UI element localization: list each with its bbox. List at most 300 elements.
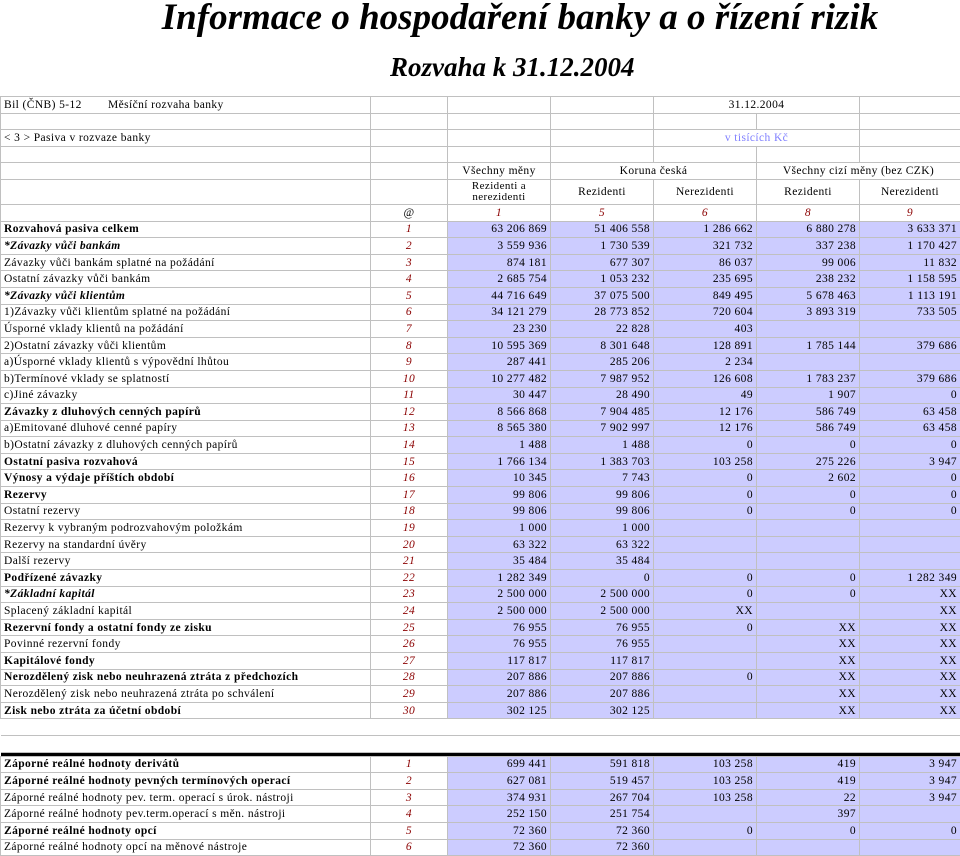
value-czk-res: 63 322 — [551, 536, 654, 553]
row-label: b)Ostatní závazky z dluhových cenných papírů — [1, 437, 371, 454]
value-fx-nonres: 11 832 — [860, 254, 960, 271]
value-all: 287 441 — [448, 354, 551, 371]
value-czk-nonres: 0 — [654, 470, 757, 487]
value-all: 99 806 — [448, 487, 551, 504]
row-label: Povinné rezervní fondy — [1, 636, 371, 653]
value-fx-nonres: 0 — [860, 487, 960, 504]
row-code: 7 — [371, 321, 448, 338]
value-fx-nonres — [860, 553, 960, 570]
table-row — [1, 702, 960, 719]
table-row — [1, 839, 960, 856]
value-czk-res: 7 987 952 — [551, 370, 654, 387]
value-czk-res: 1 730 539 — [551, 238, 654, 255]
value-fx-res: 1 783 237 — [757, 370, 860, 387]
value-fx-res: 586 749 — [757, 404, 860, 421]
value-czk-nonres: 103 258 — [654, 773, 757, 790]
row-label: Záporné reálné hodnoty opcí na měnové nástroje — [1, 839, 371, 856]
value-fx-nonres: 1 282 349 — [860, 570, 960, 587]
value-czk-res: 117 817 — [551, 653, 654, 670]
value-czk-nonres — [654, 686, 757, 703]
value-czk-res: 8 301 648 — [551, 337, 654, 354]
value-fx-nonres: XX — [860, 686, 960, 703]
table-row — [1, 586, 960, 603]
value-all: 1 282 349 — [448, 570, 551, 587]
value-all: 10 595 369 — [448, 337, 551, 354]
table-row — [1, 337, 960, 354]
value-czk-nonres: 126 608 — [654, 370, 757, 387]
table-row — [1, 503, 960, 520]
page-subtitle: Rozvaha k 31.12.2004 — [390, 52, 635, 82]
value-fx-nonres: 63 458 — [860, 420, 960, 437]
row-label: 1)Závazky vůči klientům splatné na požádání — [1, 304, 371, 321]
value-all: 627 081 — [448, 773, 551, 790]
row-label: Rozvahová pasiva celkem — [1, 221, 371, 238]
report-date: 31.12.2004 — [654, 97, 860, 114]
row-code: 2 — [371, 773, 448, 790]
row-label: Záporné reálné hodnoty opcí — [1, 822, 371, 839]
value-fx-nonres: XX — [860, 619, 960, 636]
value-fx-res: XX — [757, 702, 860, 719]
row-label: Rezervy — [1, 487, 371, 504]
value-czk-res: 99 806 — [551, 503, 654, 520]
value-fx-nonres: 3 947 — [860, 453, 960, 470]
value-czk-nonres — [654, 553, 757, 570]
value-czk-nonres: 1 286 662 — [654, 221, 757, 238]
value-all: 2 685 754 — [448, 271, 551, 288]
value-czk-nonres: 86 037 — [654, 254, 757, 271]
value-fx-nonres: 733 505 — [860, 304, 960, 321]
value-fx-res: 3 893 319 — [757, 304, 860, 321]
value-all: 8 566 868 — [448, 404, 551, 421]
value-all: 1 000 — [448, 520, 551, 537]
value-all: 3 559 936 — [448, 238, 551, 255]
column-group-row — [1, 163, 960, 180]
value-fx-nonres: XX — [860, 653, 960, 670]
row-label: Výnosy a výdaje příštích období — [1, 470, 371, 487]
row-code: 23 — [371, 586, 448, 603]
row-label: Zisk nebo ztráta za účetní období — [1, 702, 371, 719]
value-czk-res: 28 490 — [551, 387, 654, 404]
value-all: 10 277 482 — [448, 370, 551, 387]
col-code: 8 — [757, 204, 860, 221]
value-czk-res: 0 — [551, 570, 654, 587]
value-czk-res: 1 000 — [551, 520, 654, 537]
value-czk-nonres: 0 — [654, 822, 757, 839]
table-row — [1, 437, 960, 454]
row-code: 17 — [371, 487, 448, 504]
col-code: 6 — [654, 204, 757, 221]
spacer-row — [1, 735, 960, 752]
row-label: *Závazky vůči bankám — [1, 238, 371, 255]
value-czk-nonres: 49 — [654, 387, 757, 404]
row-code: 9 — [371, 354, 448, 371]
value-fx-res: 238 232 — [757, 271, 860, 288]
value-fx-res: 0 — [757, 437, 860, 454]
col-sub-fx-res: Rezidenti — [757, 179, 860, 204]
value-fx-res — [757, 839, 860, 856]
value-czk-nonres: 12 176 — [654, 404, 757, 421]
row-label: a)Emitované dluhové cenné papíry — [1, 420, 371, 437]
value-fx-nonres — [860, 321, 960, 338]
value-fx-res — [757, 536, 860, 553]
row-label: Ostatní rezervy — [1, 503, 371, 520]
row-label: a)Úsporné vklady klientů s výpovědní lhůtou — [1, 354, 371, 371]
value-fx-nonres: 3 633 371 — [860, 221, 960, 238]
value-czk-res: 1 488 — [551, 437, 654, 454]
row-code: 20 — [371, 536, 448, 553]
table-row — [1, 653, 960, 670]
value-fx-res: 337 238 — [757, 238, 860, 255]
col-group-foreign: Všechny cizí měny (bez CZK) — [757, 163, 960, 180]
value-czk-res: 35 484 — [551, 553, 654, 570]
table-row — [1, 387, 960, 404]
row-label: c)Jiné závazky — [1, 387, 371, 404]
value-all: 374 931 — [448, 789, 551, 806]
value-fx-nonres: 3 947 — [860, 773, 960, 790]
value-fx-res: 22 — [757, 789, 860, 806]
blank-row — [1, 113, 960, 130]
table-row — [1, 806, 960, 823]
row-label: Splacený základní kapitál — [1, 603, 371, 620]
value-czk-nonres: XX — [654, 603, 757, 620]
row-label: Rezervy na standardní úvěry — [1, 536, 371, 553]
value-fx-nonres: 0 — [860, 503, 960, 520]
row-code: 27 — [371, 653, 448, 670]
value-czk-res: 37 075 500 — [551, 287, 654, 304]
value-all: 63 322 — [448, 536, 551, 553]
table-row — [1, 470, 960, 487]
balance-sheet-table — [0, 96, 960, 856]
value-fx-nonres: 379 686 — [860, 370, 960, 387]
value-all: 99 806 — [448, 503, 551, 520]
value-czk-nonres: 0 — [654, 669, 757, 686]
value-czk-nonres: 0 — [654, 586, 757, 603]
value-all: 207 886 — [448, 686, 551, 703]
value-czk-res: 267 704 — [551, 789, 654, 806]
value-czk-res: 591 818 — [551, 756, 654, 773]
row-code: 4 — [371, 271, 448, 288]
table-row — [1, 773, 960, 790]
value-czk-res: 7 743 — [551, 470, 654, 487]
value-czk-nonres: 720 604 — [654, 304, 757, 321]
value-fx-nonres: 1 170 427 — [860, 238, 960, 255]
column-sub-row — [1, 179, 960, 204]
col-sub-all: Rezidenti a nerezidenti — [448, 179, 551, 204]
value-fx-nonres: XX — [860, 603, 960, 620]
value-all: 63 206 869 — [448, 221, 551, 238]
row-code: 18 — [371, 503, 448, 520]
value-czk-nonres: 103 258 — [654, 789, 757, 806]
col-code: 9 — [860, 204, 960, 221]
value-fx-res: 6 880 278 — [757, 221, 860, 238]
value-czk-res: 7 904 485 — [551, 404, 654, 421]
value-fx-nonres: 1 158 595 — [860, 271, 960, 288]
value-fx-res: 586 749 — [757, 420, 860, 437]
value-all: 35 484 — [448, 553, 551, 570]
value-czk-nonres: 0 — [654, 570, 757, 587]
row-label: Ostatní pasiva rozvahová — [1, 453, 371, 470]
col-code: 5 — [551, 204, 654, 221]
row-code: 25 — [371, 619, 448, 636]
value-all: 2 500 000 — [448, 586, 551, 603]
table-row — [1, 487, 960, 504]
value-all: 23 230 — [448, 321, 551, 338]
value-fx-nonres: 379 686 — [860, 337, 960, 354]
row-code: 15 — [371, 453, 448, 470]
value-fx-res: 2 602 — [757, 470, 860, 487]
table-row — [1, 570, 960, 587]
table-row — [1, 221, 960, 238]
spacer-row — [1, 719, 960, 736]
value-fx-nonres — [860, 536, 960, 553]
value-fx-res: 0 — [757, 503, 860, 520]
value-all: 10 345 — [448, 470, 551, 487]
value-fx-nonres: 3 947 — [860, 756, 960, 773]
value-czk-res: 251 754 — [551, 806, 654, 823]
col-sub-czk-nonres: Nerezidenti — [654, 179, 757, 204]
value-all: 72 360 — [448, 839, 551, 856]
value-all: 8 565 380 — [448, 420, 551, 437]
table-row — [1, 370, 960, 387]
row-code: 22 — [371, 570, 448, 587]
row-code: 8 — [371, 337, 448, 354]
value-all: 44 716 649 — [448, 287, 551, 304]
table-row — [1, 271, 960, 288]
row-label: Rezervní fondy a ostatní fondy ze zisku — [1, 619, 371, 636]
row-label: Závazky vůči bankám splatné na požádání — [1, 254, 371, 271]
value-czk-nonres: 321 732 — [654, 238, 757, 255]
value-fx-res: 419 — [757, 756, 860, 773]
table-row — [1, 304, 960, 321]
value-czk-res: 28 773 852 — [551, 304, 654, 321]
value-fx-nonres: 3 947 — [860, 789, 960, 806]
value-fx-res: 0 — [757, 570, 860, 587]
row-label: Závazky z dluhových cenných papírů — [1, 404, 371, 421]
row-label: Další rezervy — [1, 553, 371, 570]
table-row — [1, 619, 960, 636]
page-title: Informace o hospodaření banky a o řízení rizik — [0, 0, 960, 38]
value-czk-nonres: 0 — [654, 487, 757, 504]
value-fx-res: XX — [757, 619, 860, 636]
value-czk-nonres: 128 891 — [654, 337, 757, 354]
col-code: 1 — [448, 204, 551, 221]
table-row — [1, 669, 960, 686]
row-code: 1 — [371, 756, 448, 773]
value-czk-res: 207 886 — [551, 686, 654, 703]
table-row — [1, 254, 960, 271]
row-code: 4 — [371, 806, 448, 823]
value-all: 302 125 — [448, 702, 551, 719]
table-row — [1, 789, 960, 806]
value-all: 34 121 279 — [448, 304, 551, 321]
value-czk-res: 677 307 — [551, 254, 654, 271]
value-fx-nonres: 0 — [860, 437, 960, 454]
value-all: 1 766 134 — [448, 453, 551, 470]
col-group-czk: Koruna česká — [551, 163, 757, 180]
table-row — [1, 287, 960, 304]
row-label: Záporné reálné hodnoty derivátů — [1, 756, 371, 773]
value-all: 874 181 — [448, 254, 551, 271]
table-row — [1, 822, 960, 839]
row-label: 2)Ostatní závazky vůči klientům — [1, 337, 371, 354]
row-label: *Základní kapitál — [1, 586, 371, 603]
value-all: 76 955 — [448, 636, 551, 653]
value-all: 72 360 — [448, 822, 551, 839]
value-czk-nonres: 0 — [654, 437, 757, 454]
row-code: 3 — [371, 254, 448, 271]
row-code: 6 — [371, 304, 448, 321]
row-label: Nerozdělený zisk nebo neuhrazená ztráta z předchozích — [1, 669, 371, 686]
value-fx-nonres: 0 — [860, 822, 960, 839]
column-code-row — [1, 204, 960, 221]
value-all: 117 817 — [448, 653, 551, 670]
value-fx-res: 275 226 — [757, 453, 860, 470]
value-all: 699 441 — [448, 756, 551, 773]
value-fx-res: 0 — [757, 822, 860, 839]
value-all: 207 886 — [448, 669, 551, 686]
row-code: 5 — [371, 287, 448, 304]
value-fx-res: XX — [757, 686, 860, 703]
value-czk-nonres: 0 — [654, 619, 757, 636]
section-row — [1, 130, 960, 147]
value-fx-nonres: 0 — [860, 470, 960, 487]
table-row — [1, 453, 960, 470]
row-code: 14 — [371, 437, 448, 454]
value-fx-nonres — [860, 354, 960, 371]
value-fx-res — [757, 603, 860, 620]
value-czk-nonres — [654, 636, 757, 653]
unit-label: v tisících Kč — [654, 130, 860, 147]
table-row — [1, 603, 960, 620]
row-label: Záporné reálné hodnoty pev. term. operací s úrok. nástroji — [1, 789, 371, 806]
table-row — [1, 321, 960, 338]
col-sub-fx-nonres: Nerezidenti — [860, 179, 960, 204]
value-czk-res: 2 500 000 — [551, 603, 654, 620]
table-row — [1, 520, 960, 537]
value-fx-nonres: XX — [860, 586, 960, 603]
value-czk-res: 285 206 — [551, 354, 654, 371]
value-fx-res — [757, 354, 860, 371]
table-row — [1, 536, 960, 553]
row-code: 29 — [371, 686, 448, 703]
table-row — [1, 756, 960, 773]
value-czk-nonres: 403 — [654, 321, 757, 338]
row-code: 6 — [371, 839, 448, 856]
row-code: 19 — [371, 520, 448, 537]
value-czk-res: 302 125 — [551, 702, 654, 719]
value-fx-res — [757, 520, 860, 537]
value-fx-res: 0 — [757, 586, 860, 603]
row-label: *Závazky vůči klientům — [1, 287, 371, 304]
value-fx-nonres — [860, 520, 960, 537]
value-all: 252 150 — [448, 806, 551, 823]
row-label: b)Termínové vklady se splatností — [1, 370, 371, 387]
value-czk-nonres — [654, 653, 757, 670]
table-row — [1, 686, 960, 703]
row-code: 13 — [371, 420, 448, 437]
row-label: Ostatní závazky vůči bankám — [1, 271, 371, 288]
value-fx-nonres: 1 113 191 — [860, 287, 960, 304]
value-fx-nonres — [860, 806, 960, 823]
row-label: Záporné reálné hodnoty pevných termínových operací — [1, 773, 371, 790]
value-all: 2 500 000 — [448, 603, 551, 620]
value-czk-res: 99 806 — [551, 487, 654, 504]
value-czk-res: 2 500 000 — [551, 586, 654, 603]
report-code-name: Bil (ČNB) 5-12 Měsíční rozvaha banky — [1, 97, 371, 114]
value-czk-nonres — [654, 520, 757, 537]
row-code: 5 — [371, 822, 448, 839]
row-code: 10 — [371, 370, 448, 387]
value-fx-nonres: XX — [860, 636, 960, 653]
value-czk-nonres: 103 258 — [654, 756, 757, 773]
value-fx-res: 99 006 — [757, 254, 860, 271]
value-czk-res: 76 955 — [551, 619, 654, 636]
value-fx-res: XX — [757, 653, 860, 670]
row-code: 28 — [371, 669, 448, 686]
table-row — [1, 420, 960, 437]
value-all: 76 955 — [448, 619, 551, 636]
row-label: Kapitálové fondy — [1, 653, 371, 670]
value-fx-nonres: 63 458 — [860, 404, 960, 421]
value-all: 30 447 — [448, 387, 551, 404]
row-code: 30 — [371, 702, 448, 719]
value-czk-res: 51 406 558 — [551, 221, 654, 238]
value-czk-res: 7 902 997 — [551, 420, 654, 437]
col-group-all: Všechny měny — [448, 163, 551, 180]
value-czk-res: 76 955 — [551, 636, 654, 653]
table-row — [1, 636, 960, 653]
value-czk-nonres: 12 176 — [654, 420, 757, 437]
value-fx-nonres: 0 — [860, 387, 960, 404]
value-fx-res — [757, 321, 860, 338]
value-czk-nonres: 2 234 — [654, 354, 757, 371]
code-marker: @ — [371, 204, 448, 221]
value-czk-nonres — [654, 806, 757, 823]
value-fx-nonres — [860, 839, 960, 856]
blank-row — [1, 146, 960, 163]
row-label: Nerozdělený zisk nebo neuhrazená ztráta po schválení — [1, 686, 371, 703]
value-czk-res: 519 457 — [551, 773, 654, 790]
row-label: Podřízené závazky — [1, 570, 371, 587]
value-czk-nonres: 849 495 — [654, 287, 757, 304]
row-label: Úsporné vklady klientů na požádání — [1, 321, 371, 338]
value-fx-res: XX — [757, 669, 860, 686]
report-header-row — [1, 97, 960, 114]
value-czk-nonres: 235 695 — [654, 271, 757, 288]
value-czk-res: 207 886 — [551, 669, 654, 686]
row-code: 21 — [371, 553, 448, 570]
section-title: < 3 > Pasiva v rozvaze banky — [1, 130, 371, 147]
row-code: 1 — [371, 221, 448, 238]
value-czk-res: 1 383 703 — [551, 453, 654, 470]
value-fx-res — [757, 553, 860, 570]
table-row — [1, 354, 960, 371]
value-fx-res: 1 785 144 — [757, 337, 860, 354]
row-code: 11 — [371, 387, 448, 404]
row-code: 3 — [371, 789, 448, 806]
value-fx-res: 419 — [757, 773, 860, 790]
row-label: Záporné reálné hodnoty pev.term.operací s měn. nástroji — [1, 806, 371, 823]
value-czk-res: 1 053 232 — [551, 271, 654, 288]
value-fx-res: 0 — [757, 487, 860, 504]
value-fx-res: 1 907 — [757, 387, 860, 404]
value-fx-res: 397 — [757, 806, 860, 823]
value-fx-res: XX — [757, 636, 860, 653]
value-all: 1 488 — [448, 437, 551, 454]
table-row — [1, 404, 960, 421]
value-fx-nonres: XX — [860, 702, 960, 719]
value-czk-nonres: 0 — [654, 503, 757, 520]
